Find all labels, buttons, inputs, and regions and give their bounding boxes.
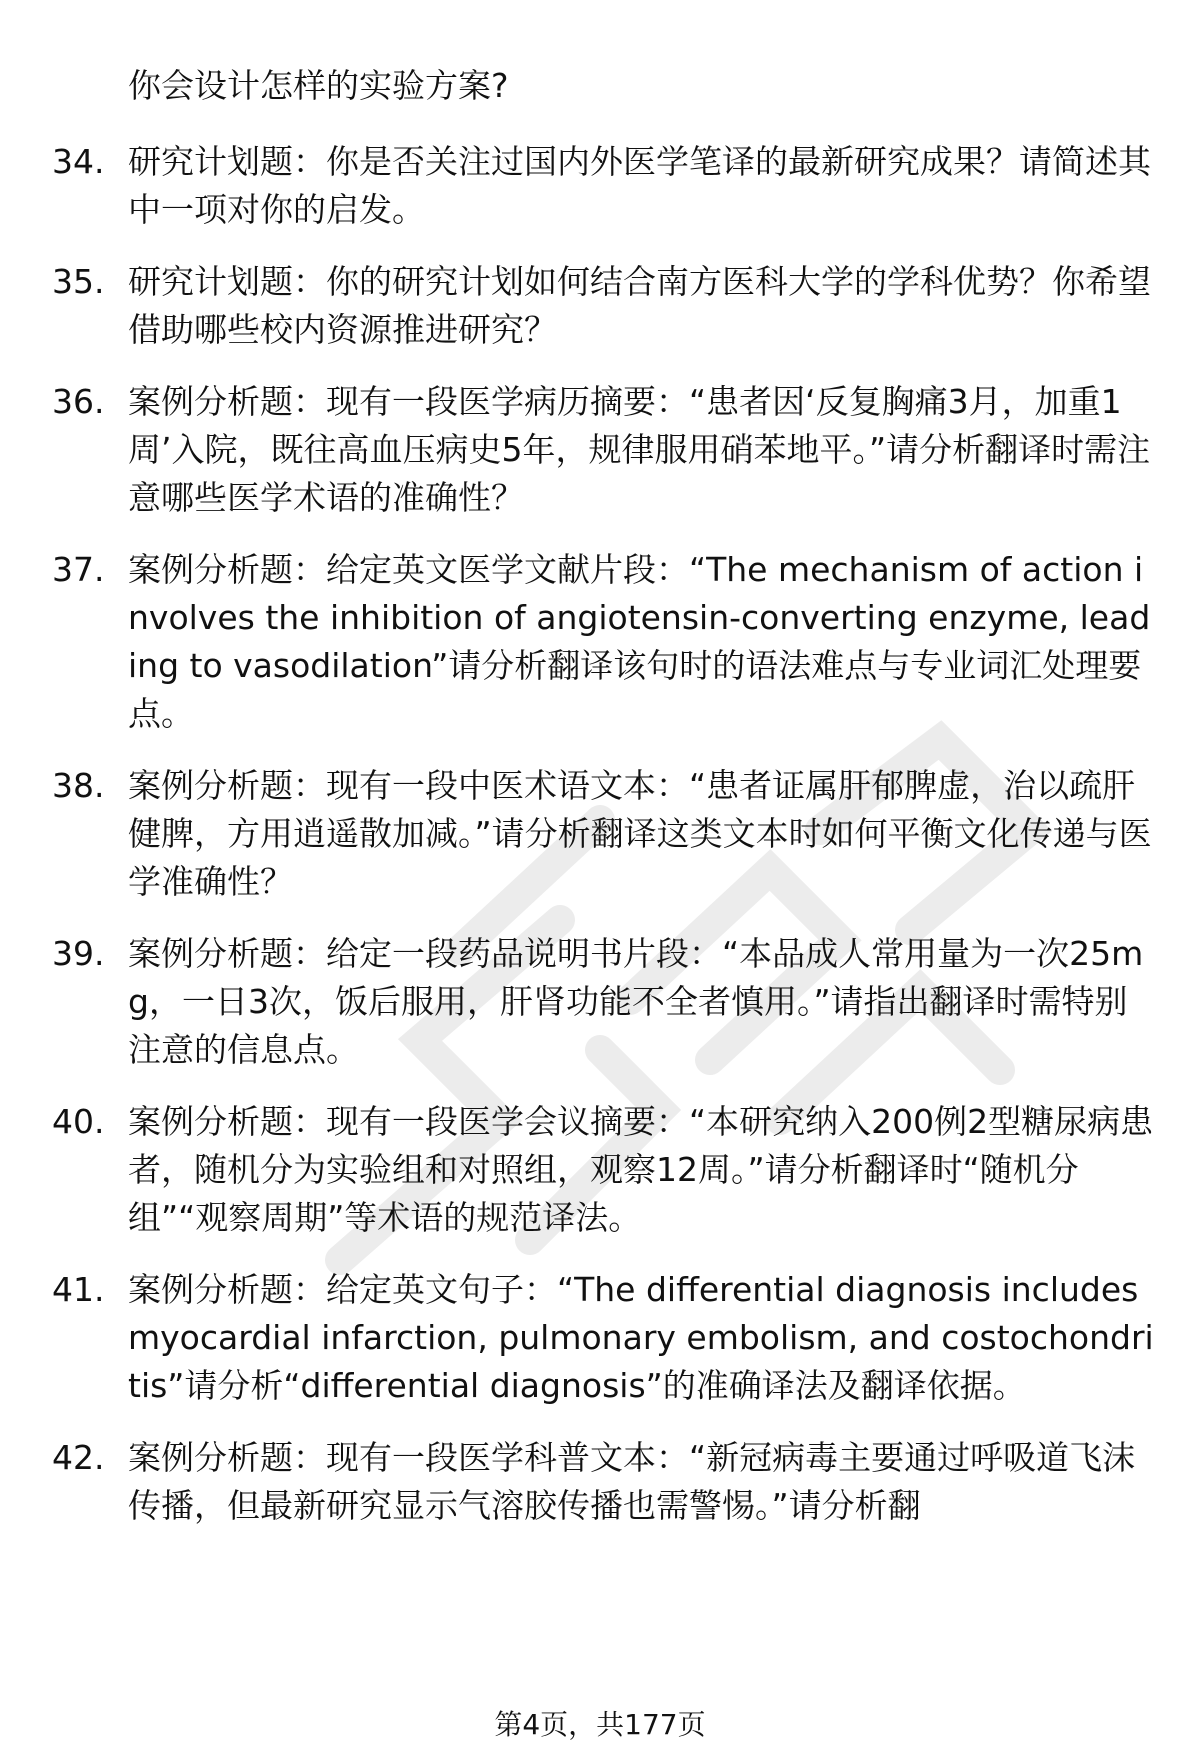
- question-item: [0, 1098, 1200, 1242]
- question-text: 案例分析题：现有一段医学会议摘要：“本研究纳入200例2型糖尿病患者，随机分为实验组和对照组，观察12周。”请分析翻译时“随机分组”“观察周期”等术语的规范译法。: [128, 1102, 1154, 1237]
- question-number: 37.: [52, 550, 105, 589]
- question-item: [0, 138, 1200, 234]
- question-list: [0, 138, 1200, 1554]
- question-number: 35.: [52, 262, 105, 301]
- question-text: 案例分析题：给定英文句子：“The differential diagnosis includes myocardial infarction, pulmonary embolism, and costochondritis”请分析“differential diagnosis”的准确译法及翻译依据。: [128, 1270, 1154, 1405]
- question-number: 41.: [52, 1270, 105, 1309]
- intro-line: 你会设计怎样的实验方案?: [128, 66, 509, 105]
- question-number: 42.: [52, 1438, 105, 1477]
- question-text: 案例分析题：给定一段药品说明书片段：“本品成人常用量为一次25mg，一日3次，饭后服用，肝肾功能不全者慎用。”请指出翻译时需特别注意的信息点。: [128, 934, 1144, 1069]
- question-number: 38.: [52, 766, 105, 805]
- question-item: [0, 1266, 1200, 1410]
- page-footer: 第4页，共177页: [494, 1708, 706, 1741]
- question-number: 40.: [52, 1102, 105, 1141]
- question-item: [0, 546, 1200, 738]
- question-item: [0, 258, 1200, 354]
- question-item: [0, 378, 1200, 522]
- question-text: 研究计划题：你是否关注过国内外医学笔译的最新研究成果？请简述其中一项对你的启发。: [128, 142, 1151, 229]
- question-number: 34.: [52, 142, 105, 181]
- question-text: 案例分析题：现有一段医学科普文本：“新冠病毒主要通过呼吸道飞沫传播，但最新研究显示气溶胶传播也需警惕。”请分析翻: [128, 1438, 1136, 1525]
- question-text: 案例分析题：现有一段中医术语文本：“患者证属肝郁脾虚，治以疏肝健脾，方用逍遥散加减。”请分析翻译这类文本时如何平衡文化传递与医学准确性？: [128, 766, 1152, 901]
- question-text: 研究计划题：你的研究计划如何结合南方医科大学的学科优势？你希望借助哪些校内资源推进研究？: [128, 262, 1151, 349]
- question-number: 39.: [52, 934, 105, 973]
- question-text: 案例分析题：给定英文医学文献片段：“The mechanism of action involves the inhibition of angiotensin-converting enzyme, leading to vasodilation”请分析翻译该句时的语法难点与专业词汇处理要点。: [128, 550, 1151, 733]
- question-number: 36.: [52, 382, 105, 421]
- question-item: [0, 762, 1200, 906]
- question-item: [0, 930, 1200, 1074]
- question-text: 案例分析题：现有一段医学病历摘要：“患者因‘反复胸痛3月，加重1周’入院，既往高血压病史5年，规律服用硝苯地平。”请分析翻译时需注意哪些医学术语的准确性？: [128, 382, 1151, 517]
- question-item: [0, 1434, 1200, 1530]
